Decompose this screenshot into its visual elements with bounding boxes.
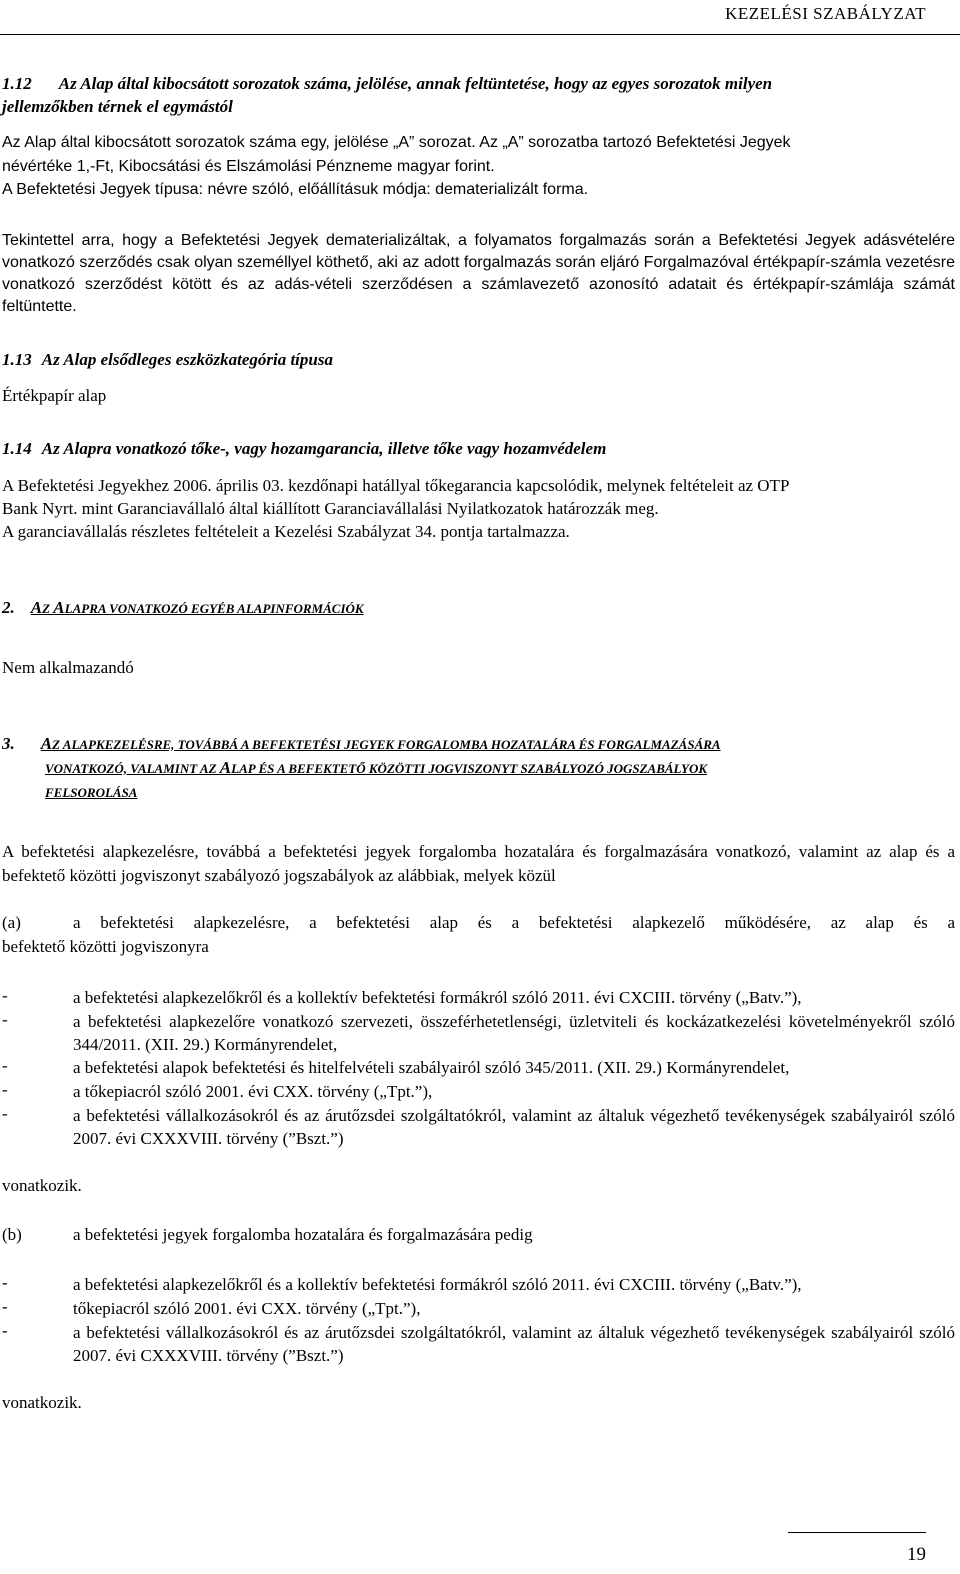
section-number: 2. — [2, 598, 15, 617]
item-a-text-line2: befektető közötti jogviszonyra — [2, 937, 209, 956]
list-dash: - — [2, 1297, 8, 1316]
law-list-item: a befektetési alapok befektetési és hitelfelvételi szabályairól szóló 345/2011. (XII. 29.) Kormányrendelet, — [73, 1058, 790, 1077]
section-2-heading — [2, 598, 364, 618]
item-a-text-line1: a befektetési alapkezelésre, a befektetési alap és a befektetési alapkezelő működésére, az alap és a — [73, 913, 955, 932]
law-list-item: tőkepiacról szóló 2001. évi CXX. törvény („Tpt.”), — [73, 1299, 421, 1318]
list-dash: - — [2, 1104, 8, 1123]
item-a-label: (a) — [2, 913, 21, 932]
law-list-item: a befektetési alapkezelőkről és a kollektív befektetési formákról szóló 2011. évi CXCIII. törvény („Batv.”), — [73, 988, 802, 1007]
item-b-text: a befektetési jegyek forgalomba hozatalára és forgalmazására pedig — [73, 1225, 533, 1244]
header-rule — [0, 34, 960, 35]
section-2-text: Nem alkalmazandó — [2, 658, 134, 677]
item-a-tail: vonatkozik. — [2, 1176, 82, 1195]
series-para-line2: névértéke 1,-Ft, Kibocsátási és Elszámolási Pénzneme magyar forint. — [2, 158, 495, 175]
law-list-item: a tőkepiacról szóló 2001. évi CXX. törvény („Tpt.”), — [73, 1082, 433, 1101]
section-title: Az Alap elsődleges eszközkategória típusa — [41, 350, 333, 369]
page-number: 19 — [907, 1544, 926, 1565]
series-para-line3: A Befektetési Jegyek típusa: névre szóló, előállításuk módja: dematerializált forma. — [2, 181, 589, 198]
list-dash: - — [2, 1010, 8, 1029]
section-1-14-heading — [2, 439, 606, 459]
section-1-12-heading-cont: jellemzőkben térnek el egymástól — [2, 97, 233, 116]
section-3-heading-line3: FELSOROLÁSA — [45, 785, 138, 800]
dematerialized-paragraph: Tekintettel arra, hogy a Befektetési Jegyek dematerializáltak, a folyamatos forgalmazás során a Befektetési Jegyek adásvételére vonatkozó szerződés csak olyan személlyel köthető, aki az adott forgalmazás során eljáró Forgalmazóval értékpapír-számla vezetésre vonatkozó szerződést kötött és az adás-vételi szerződésen a számlavezető azonosító adatait és értékpapír-számlája számát feltüntette. — [2, 232, 955, 315]
section-1-12-heading — [2, 74, 772, 94]
law-list-item: a befektetési vállalkozásokról és az árutőzsdei szolgáltatókról, valamint az általuk végezhető tevékenységek szabályairól szóló 2007. évi CXXXVIII. törvény (”Bszt.”) — [73, 1106, 955, 1148]
footer-rule — [788, 1532, 926, 1533]
section-title: Az Alapra vonatkozó tőke-, vagy hozamgarancia, illetve tőke vagy hozamvédelem — [41, 439, 607, 458]
section-number: 1.14 — [2, 439, 32, 458]
guarantee-line2: Bank Nyrt. mint Garanciavállaló által kiállított Garanciavállalási Nyilatkozatok határozzák meg. — [2, 499, 659, 518]
asset-category-text: Értékpapír alap — [2, 386, 107, 405]
law-list-item: a befektetési alapkezelőre vonatkozó szervezeti, összeférhetetlenségi, üzletviteli és kockázatkezelési követelményekről szóló 344/2011. (XII. 29.) Kormányrendelet, — [73, 1012, 955, 1054]
guarantee-line1: A Befektetési Jegyekhez 2006. április 03. kezdőnapi hatállyal tőkegarancia kapcsolódik, melynek feltételeit az OTP — [2, 476, 790, 495]
list-dash: - — [2, 1056, 8, 1075]
section-title-line1: AZ ALAPKEZELÉSRE, TOVÁBBÁ A BEFEKTETÉSI JEGYEK FORGALOMBA HOZATALÁRA ÉS FORGALMAZÁSÁRA — [40, 734, 721, 753]
series-para-line1: Az Alap által kibocsátott sorozatok száma egy, jelölése „A” sorozat. Az „A” sorozatba tartozó Befektetési Jegyek — [2, 134, 791, 151]
section-3-heading-line2: VONATKOZÓ, VALAMINT AZ ALAP ÉS A BEFEKTETŐ KÖZÖTTI JOGVISZONYT SZABÁLYOZÓ JOGSZABÁLYOK — [45, 758, 708, 777]
law-list-item: a befektetési vállalkozásokról és az árutőzsdei szolgáltatókról, valamint az általuk végezhető tevékenységek szabályairól szóló 2007. évi CXXXVIII. törvény (”Bszt.”) — [73, 1323, 955, 1365]
item-b-label: (b) — [2, 1225, 22, 1244]
page-header-title: KEZELÉSI SZABÁLYZAT — [725, 4, 926, 23]
section-title: Az Alap által kibocsátott sorozatok száma, jelölése, annak feltüntetése, hogy az egyes sorozatok milyen — [58, 74, 773, 93]
list-dash: - — [2, 1273, 8, 1292]
section-number: 1.13 — [2, 350, 32, 369]
section-number: 1.12 — [2, 74, 32, 93]
list-dash: - — [2, 1080, 8, 1099]
item-b-tail: vonatkozik. — [2, 1393, 82, 1412]
law-list-item: a befektetési alapkezelőkről és a kollektív befektetési formákról szóló 2011. évi CXCIII. törvény („Batv.”), — [73, 1275, 802, 1294]
legislation-intro: A befektetési alapkezelésre, továbbá a befektetési jegyek forgalomba hozatalára és forgalmazására vonatkozó, valamint az alap és a befektető közötti jogviszonyt szabályozó jogszabályok az alábbiak, melyek közül — [2, 842, 955, 885]
section-1-13-heading — [2, 350, 333, 370]
guarantee-line3: A garanciavállalás részletes feltételeit a Kezelési Szabályzat 34. pontja tartalmazza. — [2, 522, 570, 541]
section-3-heading — [2, 734, 721, 754]
section-title: AZ ALAPRA VONATKOZÓ EGYÉB ALAPINFORMÁCIÓK — [30, 598, 364, 617]
list-dash: - — [2, 986, 8, 1005]
section-number: 3. — [2, 734, 15, 753]
list-dash: - — [2, 1321, 8, 1340]
